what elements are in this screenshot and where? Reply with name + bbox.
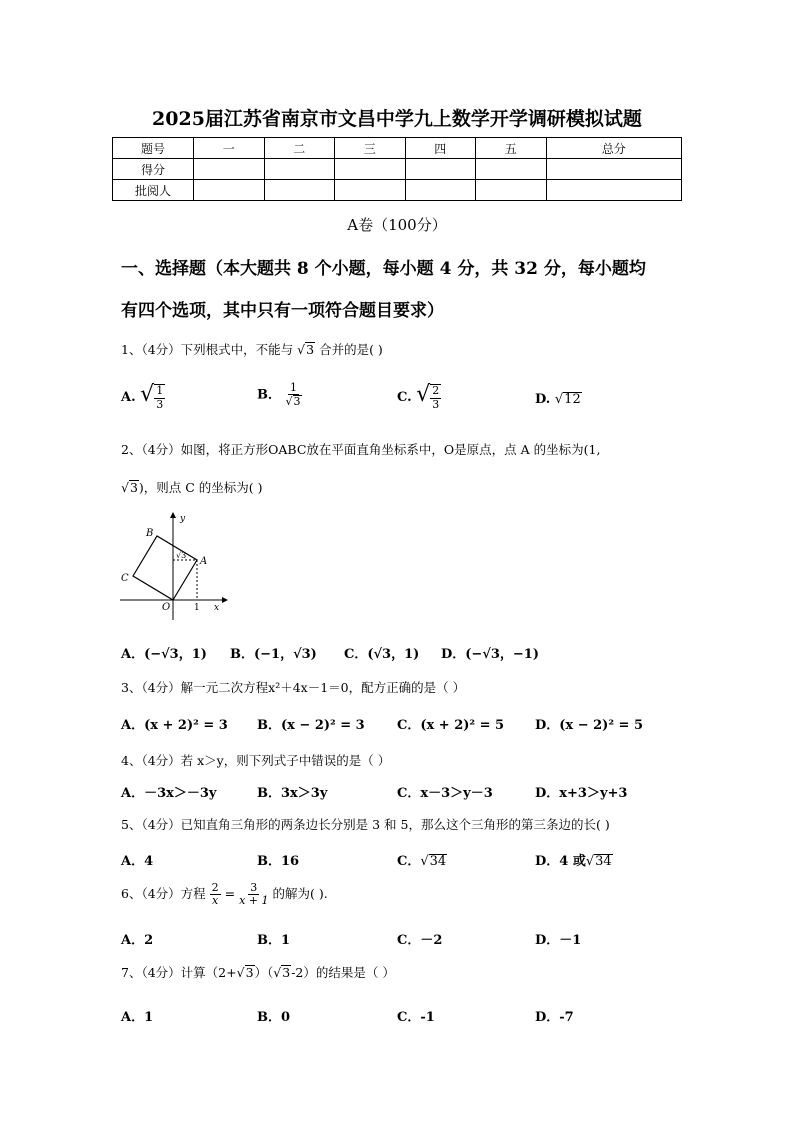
radicand: 34 [429,854,447,869]
q3-option-c[interactable]: C．(x + 2)² = 5 [397,718,505,733]
q2-option-c[interactable]: C．(√3，1) [344,647,420,662]
q4-option-d[interactable]: D．x+3＞y+3 [535,786,628,801]
fraction-numerator: 2 [432,384,440,398]
question-3: 3、（4分）解一元二次方程x²＋4x－1＝0，配方正确的是（ ） [121,680,466,695]
question-2-line2 [121,478,263,496]
label-y: y [180,514,186,524]
option-label: B． [257,387,281,403]
reviewer-cell[interactable] [194,180,265,201]
score-cell[interactable] [335,159,406,180]
question-5: 5、（4分）已知直角三角形的两条边长分别是 3 和 5，那么这个三角形的第三条边的长( ) [121,817,610,832]
q6-rhs-fraction [239,882,268,907]
label-sqrt3: √3 [176,551,187,560]
q3-option-d[interactable]: D．(x − 2)² = 5 [535,718,643,733]
reviewer-cell[interactable] [264,180,335,201]
reviewer-cell[interactable] [476,180,547,201]
sqrt-icon: √ [236,965,245,980]
fraction-numerator: 1 [290,381,298,394]
question-1 [121,340,383,358]
q6-suffix: 的解为( ). [272,886,328,902]
fraction-numerator: 3 [250,881,258,894]
q7-suffix: -2）的结果是（ ） [291,965,395,980]
q7-mid: ）（ [254,965,274,980]
score-table-header-cell: 二 [264,138,335,159]
q7-option-a[interactable]: A．1 [121,1010,154,1025]
sqrt-icon: √ [297,342,306,357]
fraction-denominator: 3 [432,397,440,411]
q1-c-fraction [430,384,441,410]
q1-prefix: 1、（4分）下列根式中，不能与 [121,342,294,357]
label-o: O [162,602,171,613]
q2-option-d[interactable]: D．(−√3，−1) [441,647,539,662]
sqrt-icon: √ [121,480,129,495]
q1-radicand: 3 [306,342,315,357]
q1-suffix: 合并的是( ) [319,342,383,357]
q2-radicand: 3 [129,480,138,495]
square-oabc [133,536,197,600]
q1-option-a[interactable] [121,382,165,411]
q2-option-b[interactable]: B．(−1，√3) [230,647,317,662]
sqrt-icon: √ [140,382,155,407]
question-6 [121,882,328,907]
score-cell[interactable] [546,159,682,180]
score-cell[interactable] [194,159,265,180]
q1-b-fraction [286,382,302,408]
q1-option-d[interactable] [535,392,582,407]
radicand: 34 [595,854,612,869]
sqrt-icon: √ [585,854,595,869]
q5-option-d[interactable] [535,850,613,869]
score-table-header-row [113,138,682,159]
q4-option-b[interactable]: B．3x＞3y [257,786,328,801]
coordinate-figure [118,510,228,622]
q3-option-b[interactable]: B．(x − 2)² = 3 [257,718,365,733]
q7-prefix: 7、（4分）计算（2+ [121,965,237,980]
option-label: A. [121,390,136,405]
q4-option-a[interactable]: A．－3x＞－3y [121,786,217,801]
section-heading-line1: 一、选择题（本大题共 8 个小题，每小题 4 分，共 32 分，每小题均 [121,259,646,279]
fraction-denominator: 3 [293,395,301,409]
sqrt-icon: √ [285,395,293,409]
q5-option-a[interactable]: A．4 [121,854,154,869]
question-2-line1: 2、（4分）如图，将正方形OABC放在平面直角坐标系中，O是原点，点 A 的坐标为(1, [121,442,601,457]
radicand: 12 [564,392,581,407]
fraction-denominator: x + 1 [239,894,269,908]
q6-option-c[interactable]: C．－2 [397,933,443,948]
score-table-header-cell: 三 [335,138,406,159]
reviewer-cell[interactable] [546,180,682,201]
label-x: x [214,603,220,613]
sqrt-icon: √ [273,965,282,980]
fraction-numerator: 1 [156,384,164,398]
score-table-header-cell: 题号 [113,138,194,159]
q2-suffix: )，则点 C 的坐标为( ) [138,480,263,495]
score-table-header-cell: 五 [476,138,547,159]
section-heading-line2: 有四个选项，其中只有一项符合题目要求） [121,301,444,321]
fraction-denominator: 3 [156,397,164,411]
q5-option-b[interactable]: B．16 [257,854,300,869]
score-row-label: 得分 [113,159,194,180]
sqrt-icon: √ [554,392,564,407]
option-label: D．4 或 [535,854,586,869]
q6-option-d[interactable]: D．－1 [535,933,582,948]
label-b: B [146,528,154,539]
q6-option-b[interactable]: B．1 [257,933,291,948]
fraction-numerator: 2 [211,881,219,894]
q6-option-a[interactable]: A．2 [121,933,154,948]
score-cell[interactable] [264,159,335,180]
label-c: C [121,573,129,584]
q1-option-c[interactable] [397,382,441,411]
q6-lhs-fraction [210,882,221,907]
q7-option-c[interactable]: C．-1 [397,1010,435,1025]
label-one: 1 [194,603,200,613]
exam-title: 2025届江苏省南京市文昌中学九上数学开学调研模拟试题 [152,108,642,130]
sqrt-icon: √ [416,382,431,407]
fraction-denominator: x [212,894,219,908]
score-table-row [113,159,682,180]
y-axis-arrow-icon [170,512,176,518]
x-axis-arrow-icon [222,597,228,603]
q6-prefix: 6、（4分）方程 [121,886,206,902]
q2-option-a[interactable]: A．(−√3，1) [121,647,207,662]
option-label: D. [535,392,551,407]
q1-option-b[interactable] [257,382,302,408]
score-table-header-cell: 四 [405,138,476,159]
q5-option-c[interactable] [397,850,447,869]
reviewer-row-label: 批阅人 [113,180,194,201]
q7-radicand-2: 3 [282,965,291,980]
q7-radicand-1: 3 [245,965,254,980]
part-label: A卷（100分） [347,216,447,234]
equals-sign: = [224,886,236,902]
q7-option-d[interactable]: D．-7 [535,1010,574,1025]
sqrt-icon: √ [420,854,429,869]
label-a: A [200,556,208,567]
q7-option-b[interactable]: B．0 [257,1010,291,1025]
score-cell[interactable] [405,159,476,180]
score-cell[interactable] [476,159,547,180]
q1-a-fraction [154,384,165,410]
q3-option-a[interactable]: A．(x + 2)² = 3 [121,718,228,733]
option-label: C. [397,390,412,405]
score-table [112,137,682,201]
reviewer-cell[interactable] [405,180,476,201]
q4-option-c[interactable]: C．x－3＞y－3 [397,786,493,801]
reviewer-cell[interactable] [335,180,406,201]
score-table-header-cell: 一 [194,138,265,159]
score-table-header-cell: 总分 [546,138,682,159]
score-table-row [113,180,682,201]
option-label: C． [397,854,421,869]
question-4: 4、（4分）若 x＞y，则下列式子中错误的是（ ） [121,753,391,768]
question-7 [121,963,395,981]
